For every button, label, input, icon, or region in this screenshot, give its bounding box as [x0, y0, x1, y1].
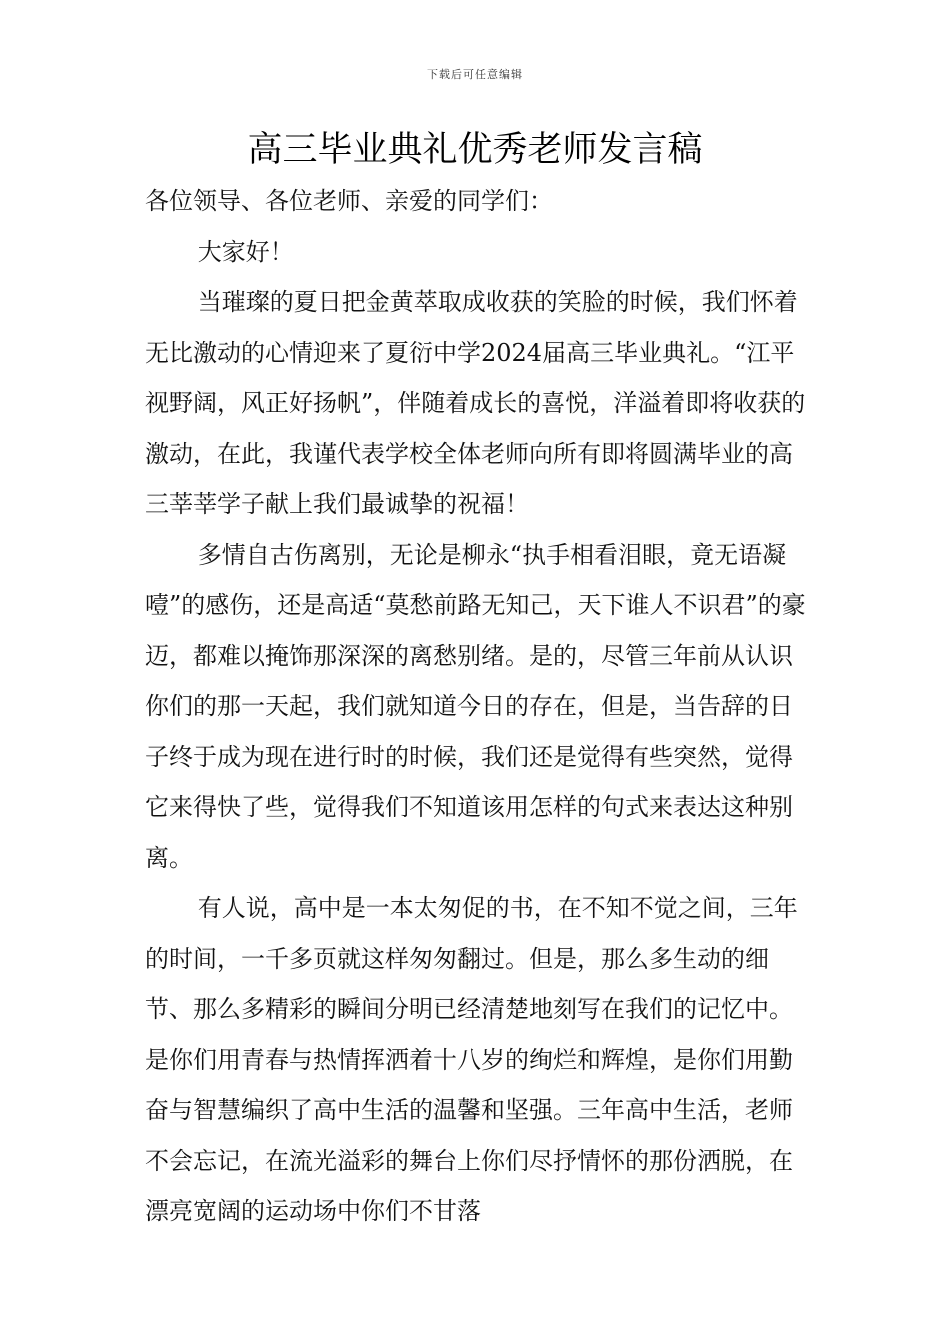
- paragraph-1: 当璀璨的夏日把金黄萃取成收获的笑脸的时候，我们怀着无比激动的心情迎来了夏衍中学2024届高三毕业典礼。“江平视野阔，风正好扬帆”，伴随着成长的喜悦，洋溢着即将收获的激动，在此，我谨代表学校全体老师向所有即将圆满毕业的高三莘莘学子献上我们最诚挚的祝福！: [145, 288, 806, 518]
- document-title: 高三毕业典礼优秀老师发言稿: [247, 130, 703, 170]
- salutation: 各位领导、各位老师、亲爱的同学们：: [145, 187, 553, 215]
- paragraph-2: 多情自古伤离别，无论是柳永“执手相看泪眼，竟无语凝噎”的感伤，还是高适“莫愁前路无知己，天下谁人不识君”的豪迈，都难以掩饰那深深的离愁别绪。是的，尽管三年前从认识你们的那一天起，我们就知道今日的存在，但是，当告辞的日子终于成为现在进行时的时候，我们还是觉得有些突然，觉得它来得快了些，觉得我们不知道该用怎样的句式来表达这种别离。: [145, 540, 806, 872]
- document-body: [145, 176, 810, 1237]
- greeting: 大家好！: [197, 237, 294, 266]
- paragraph-3: 有人说，高中是一本太匆促的书，在不知不觉之间，三年的时间，一千多页就这样匆匆翻过。但是，那么多生动的细节、那么多精彩的瞬间分明已经清楚地刻写在我们的记忆中。是你们用青春与热情挥洒着十八岁的绚烂和辉煌，是你们用勤奋与智慧编织了高中生活的温馨和坚强。三年高中生活，老师不会忘记，在流光溢彩的舞台上你们尽抒情怀的那份洒脱，在漂亮宽阔的运动场中你们不甘落: [145, 894, 798, 1225]
- header-note: 下载后可任意编辑: [427, 68, 523, 81]
